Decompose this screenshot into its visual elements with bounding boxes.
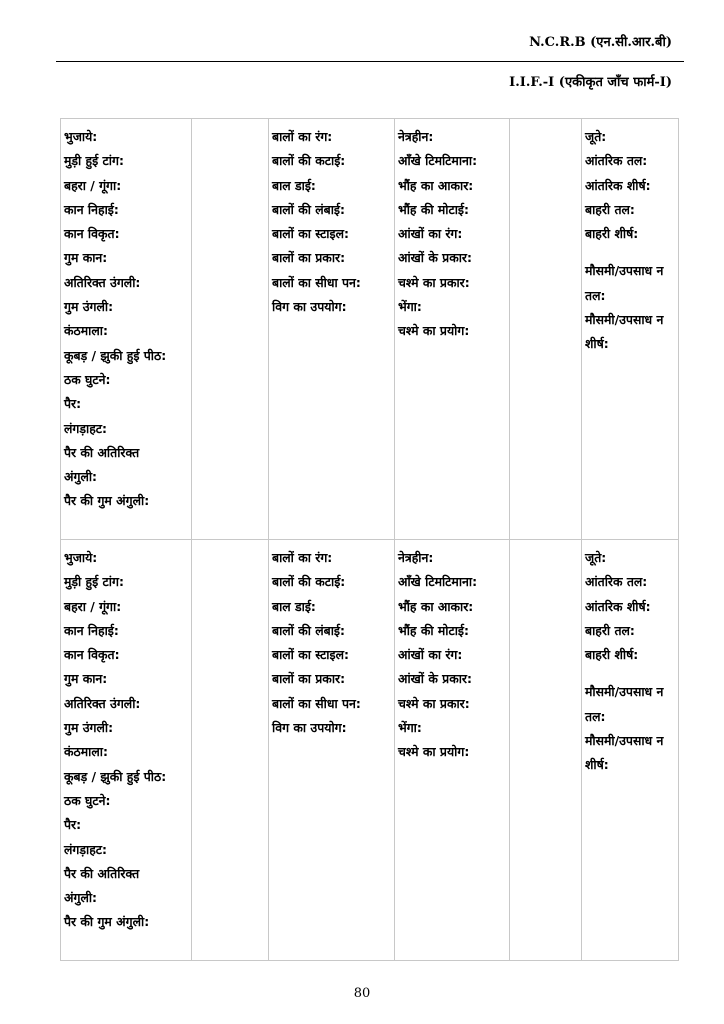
field-label: बाहरी तल: [585,622,635,638]
field-label: कान विकृत: [64,226,120,242]
field-label: पैर की अतिरिक्त अंगुली: [64,865,140,906]
field-label: बालों का स्टाइल: [272,226,349,242]
field-label: मौसमी/उपसाध न तल: [585,684,664,724]
field-label: मुड़ी हुई टांग: [64,153,124,169]
spacer [585,667,676,680]
field-label: बाहरी शीर्ष: [585,226,639,242]
field-label: जूते: [585,129,607,144]
field-label: गुम उंगली: [64,720,114,736]
field-label: मौसमी/उपसाध न शीर्ष: [585,733,664,773]
field-label: जूते: [585,550,607,565]
field-label: बाहरी शीर्ष: [585,647,639,663]
field-label: बाहरी तल: [585,201,635,217]
field-label: कान निहाई: [64,201,119,217]
page-number: 80 [353,986,371,1001]
header-divider [56,61,684,62]
field-label: आंतरिक तल: [585,574,648,590]
field-label: भेंगा: [398,720,422,736]
field-label: भुजाये: [64,129,98,144]
field-label: बाल डाई: [272,598,316,614]
field-label: आंखों का रंग: [398,226,463,242]
field-label: अतिरिक्त उंगली: [64,695,141,711]
field-label: भौंह का आकार: [398,598,474,614]
field-label: कूबड़ / झुकी हुई पीठ: [64,768,167,784]
field-label: आंखों के प्रकार: [398,250,472,266]
field-label: बहरा / गूंगा: [64,598,122,614]
field-label: कूबड़ / झुकी हुई पीठ: [64,347,167,363]
field-label: बालों का सीधा पन: [272,695,361,711]
field-label: गुम कान: [64,671,108,687]
record-row [61,540,679,961]
field-label: आंतरिक शीर्ष: [585,598,651,614]
shoes-labels [582,540,679,961]
body-features-value[interactable] [192,540,269,961]
field-label: पैर: [64,817,82,833]
field-label: भौंह की मोटाई: [398,622,469,638]
field-label: बालों का सीधा पन: [272,274,361,290]
field-label: विग का उपयोग: [272,720,347,736]
field-label: ठक घुटने: [64,371,111,387]
field-label: पैर की गुम अंगुली: [64,914,150,930]
field-label: बालों का स्टाइल: [272,647,349,663]
record-row [61,119,679,540]
body-features-value[interactable] [192,119,269,540]
eyes-value[interactable] [510,540,582,961]
field-label: कान निहाई: [64,622,119,638]
shoes-labels [582,119,679,540]
field-label: अतिरिक्त उंगली: [64,274,141,290]
field-label: लंगड़ाहट: [64,420,107,436]
field-label: बाल डाई: [272,177,316,193]
field-label: मुड़ी हुई टांग: [64,574,124,590]
field-label: चश्मे का प्रयोग: [398,744,470,760]
field-label: बालों का रंग: [272,550,333,565]
field-label: बालों की लंबाई: [272,201,345,217]
field-label: गुम उंगली: [64,299,114,315]
field-label: ठक घुटने: [64,792,111,808]
field-label: बालों का रंग: [272,129,333,144]
field-label: भुजाये: [64,550,98,565]
form-identifier: I.I.F.-I (एकीकृत जाँच फार्म-I) [509,75,672,90]
field-label: आँखे टिमटिमाना: [398,574,478,590]
field-label: आंखों के प्रकार: [398,671,472,687]
field-label: बहरा / गूंगा: [64,177,122,193]
field-label: नेत्रहीन: [398,550,434,565]
eyes-labels [395,540,510,961]
hair-labels [269,540,395,961]
field-label: कंठमाला: [64,744,108,760]
field-label: मौसमी/उपसाध न शीर्ष: [585,312,664,352]
field-label: बालों का प्रकार: [272,671,346,687]
field-label: गुम कान: [64,250,108,266]
spacer [585,246,676,259]
field-label: कंठमाला: [64,323,108,339]
field-label: बालों की लंबाई: [272,622,345,638]
field-label: बालों की कटाई: [272,153,346,169]
field-label: नेत्रहीन: [398,129,434,144]
eyes-value[interactable] [510,119,582,540]
hair-labels [269,119,395,540]
field-label: आँखे टिमटिमाना: [398,153,478,169]
eyes-labels [395,119,510,540]
field-label: बालों की कटाई: [272,574,346,590]
field-label: विग का उपयोग: [272,299,347,315]
field-label: आंतरिक शीर्ष: [585,177,651,193]
body-features-labels [61,540,192,961]
field-label: बालों का प्रकार: [272,250,346,266]
field-label: लंगड़ाहट: [64,841,107,857]
header-title: N.C.R.B (एन.सी.आर.बी) [529,35,672,50]
field-label: आंखों का रंग: [398,647,463,663]
field-label: चश्मे का प्रकार: [398,695,470,711]
field-label: पैर: [64,396,82,412]
field-label: पैर की गुम अंगुली: [64,493,150,509]
field-label: भौंह की मोटाई: [398,201,469,217]
field-label: आंतरिक तल: [585,153,648,169]
identification-table [60,118,679,961]
field-label: कान विकृत: [64,647,120,663]
field-label: भेंगा: [398,299,422,315]
body-features-labels [61,119,192,540]
field-label: चश्मे का प्रकार: [398,274,470,290]
field-label: भौंह का आकार: [398,177,474,193]
field-label: पैर की अतिरिक्त अंगुली: [64,444,140,485]
field-label: मौसमी/उपसाध न तल: [585,263,664,303]
field-label: चश्मे का प्रयोग: [398,323,470,339]
